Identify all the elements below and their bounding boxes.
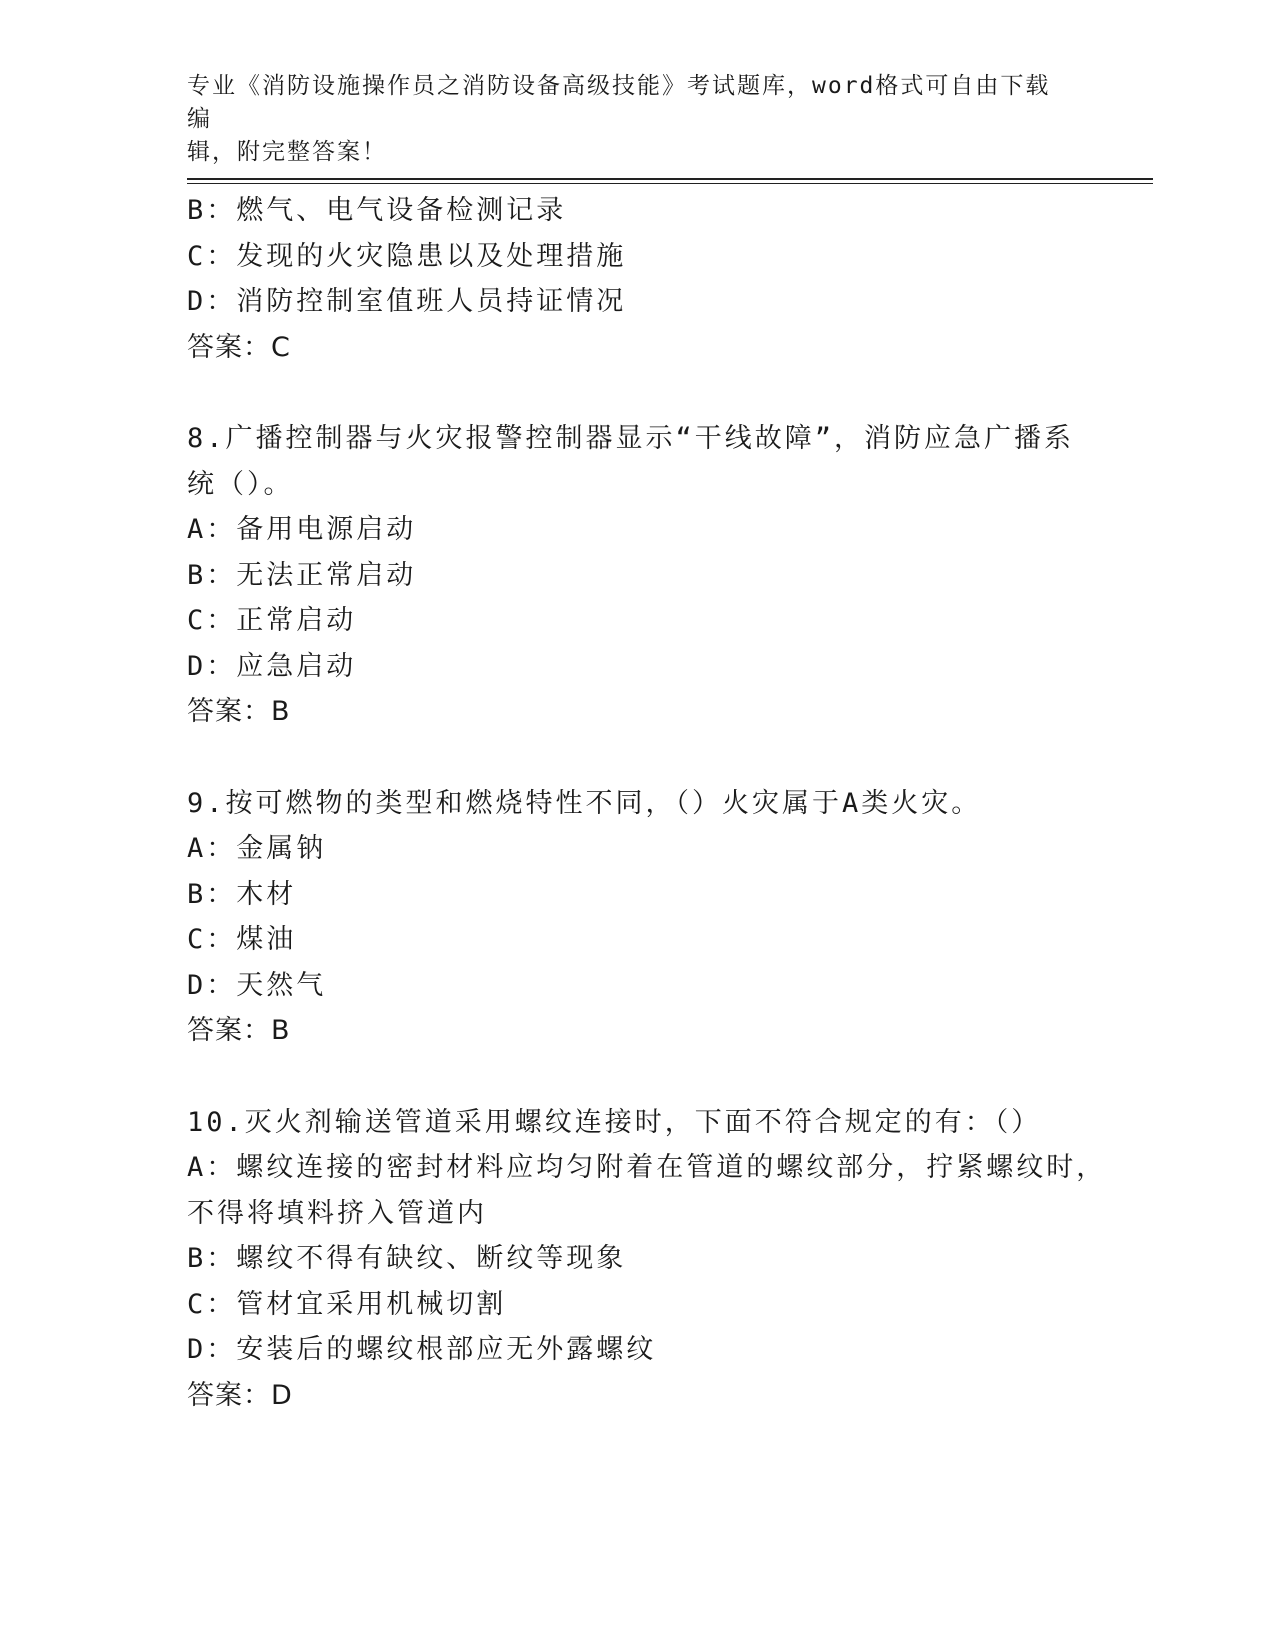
option-d: D：天然气 (187, 969, 327, 1001)
question-stem: 8.广播控制器与火灾报警控制器显示“干线故障”，消防应急广播系 (187, 423, 1075, 454)
option-b: B：螺纹不得有缺纹、断纹等现象 (187, 1243, 627, 1274)
question-stem: 9.按可燃物的类型和燃烧特性不同，（）火灾属于A类火灾。 (187, 787, 982, 819)
question-stem-cont: 统（）。 (187, 468, 294, 500)
answer: 答案：B (187, 1015, 291, 1046)
header-line-2: 辑，附完整答案！ (187, 139, 387, 165)
question-9 (187, 781, 1087, 1054)
question-stem: 10.灭火剂输送管道采用螺纹连接时，下面不符合规定的有：（） (187, 1106, 1042, 1138)
answer: 答案：C (187, 331, 291, 363)
option-a: A：备用电源启动 (187, 514, 417, 545)
option-b: B：无法正常启动 (187, 559, 417, 591)
option-b: B：木材 (187, 878, 297, 910)
answer: 答案：B (187, 696, 291, 727)
document-header (187, 70, 1067, 169)
option-d: D：消防控制室值班人员持证情况 (187, 286, 627, 317)
question-10 (187, 1100, 1107, 1419)
option-a: A：金属钠 (187, 833, 327, 864)
option-d: D：应急启动 (187, 650, 357, 682)
question-7 (187, 188, 1087, 370)
option-c: C：管材宜采用机械切割 (187, 1288, 507, 1320)
option-a: A：螺纹连接的密封材料应均匀附着在管道的螺纹部分，拧紧螺纹时， (187, 1152, 1107, 1183)
option-b: B：燃气、电气设备检测记录 (187, 195, 567, 226)
answer: 答案：D (187, 1379, 293, 1411)
question-8 (187, 416, 1087, 735)
option-c: C：发现的火灾隐患以及处理措施 (187, 240, 627, 272)
option-c: C：正常启动 (187, 605, 357, 636)
header-rule-thick (187, 178, 1153, 180)
option-d: D：安装后的螺纹根部应无外露螺纹 (187, 1334, 657, 1365)
option-a-cont: 不得将填料挤入管道内 (187, 1197, 487, 1229)
header-line-1: 专业《消防设施操作员之消防设备高级技能》考试题库，word格式可自由下载编 (187, 73, 1051, 132)
question-list (187, 188, 1107, 1418)
header-rule-thin (187, 183, 1153, 184)
option-c: C：煤油 (187, 924, 297, 955)
